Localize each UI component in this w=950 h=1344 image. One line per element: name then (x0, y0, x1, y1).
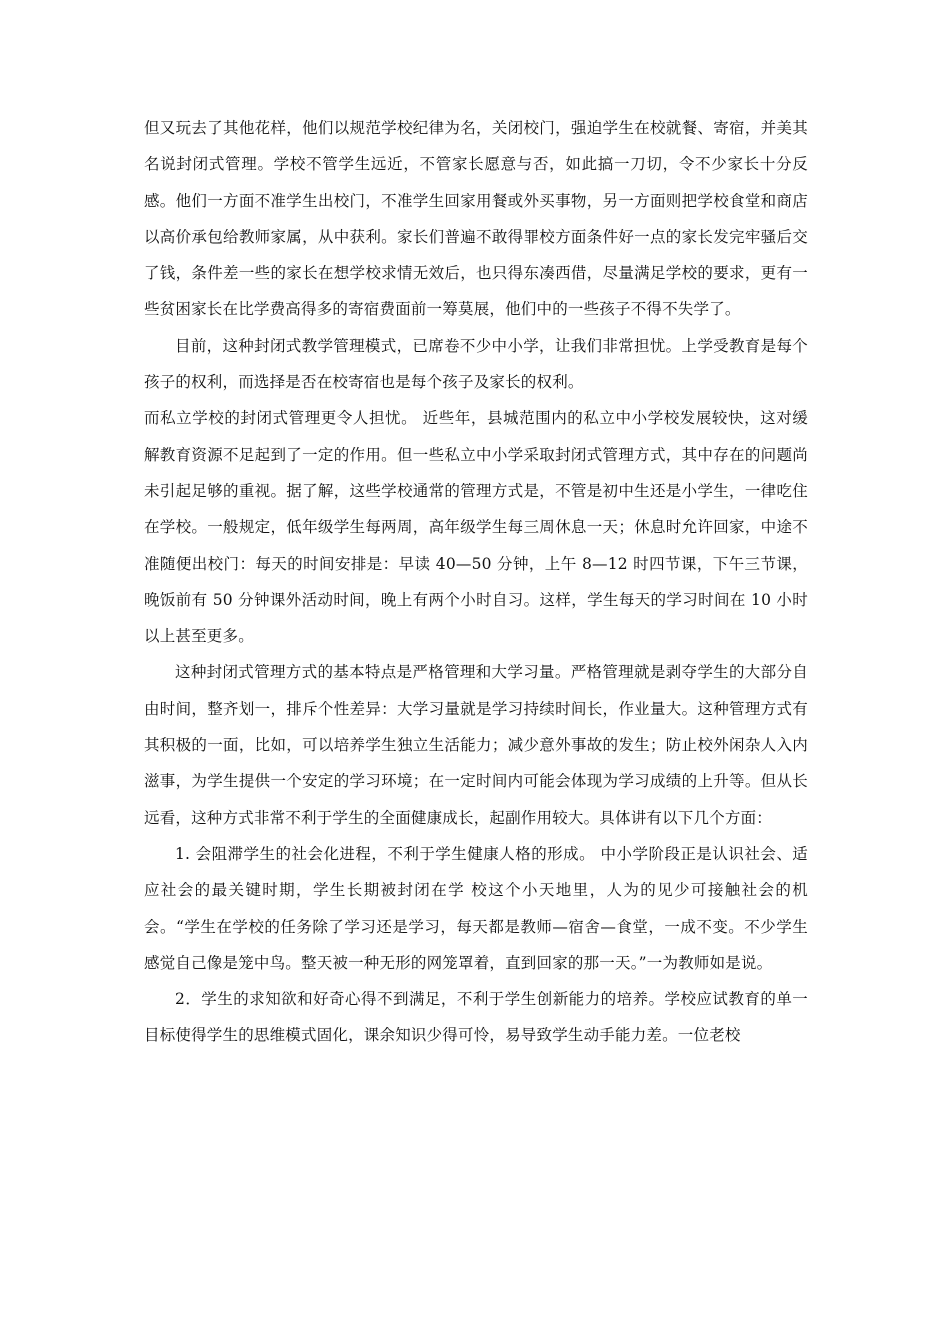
paragraph-current-concern: 目前，这种封闭式教学管理模式，已席卷不少中小学，让我们非常担忧。上学受教育是每个孩子的权利，而选择是否在校寄宿也是每个孩子及家长的权利。 (144, 336, 808, 392)
paragraph-private-schools: 而私立学校的封闭式管理更令人担忧。 近些年，县城范围内的私立中小学校发展较快，这对缓解教育资源不足起到了一定的作用。但一些私立中小学采取封闭式管理方式，其中存在的问题尚未引起足够的重视。据了解，这些学校通常的管理方式是，不管是初中生还是小学生，一律吃住在学校。一般规定，低年级学生每两周，高年级学生每三周休息一天；休息时允许回家，中途不准随便出校门：每天的时间安排是：早读 40—50 分钟，上午 8—12 时四节课，下午三节课，晚饭前有 50 分钟课外活动时间，晚上有两个小时自习。这样，学生每天的学习时间在 10 小时以上甚至更多。 (144, 409, 808, 646)
paragraph-closed-management-abuses: 但又玩去了其他花样，他们以规范学校纪律为名，关闭校门，强迫学生在校就餐、寄宿，并美其名说封闭式管理。学校不管学生远近，不管家长愿意与否，如此搞一刀切，令不少家长十分反感。他们一方面不准学生出校门，不准学生回家用餐或外买事物，另一方面则把学校食堂和商店以高价承包给教师家属，从中获利。家长们普遍不敢得罪校方面条件好一点的家长发完牢骚后交了钱，条件差一些的家长在想学校求情无效后，也只得东凑西借，尽量满足学校的要求，更有一些贫困家长在比学费高得多的寄宿费面前一筹莫展，他们中的一些孩子不得不失学了。 (144, 119, 808, 319)
paragraph-basic-features: 这种封闭式管理方式的基本特点是严格管理和大学习量。严格管理就是剥夺学生的大部分自由时间，整齐划一，排斥个性差异：大学习量就是学习持续时间长，作业量大。这种管理方式有其积极的一面，比如，可以培养学生独立生活能力；减少意外事故的发生；防止校外闲杂人入内滋事，为学生提供一个安定的学习环境；在一定时间内可能会体现为学习成绩的上升等。但从长远看，这种方式非常不利于学生的全面健康成长，起副作用较大。具体讲有以下几个方面： (144, 663, 808, 827)
paragraph-point-one: 1. 会阻滞学生的社会化进程，不利于学生健康人格的形成。 中小学阶段正是认识社会、适应社会的最关键时期，学生长期被封闭在学 校这个小天地里，人为的见少可接触社会的机会。“学生在学校的任务除了学习还是学习，每天都是教师—宿舍—食堂，一成不变。不少学生感觉自己像是笼中鸟。整天被一种无形的网笼罩着，直到回家的那一天。”一为教师如是说。 (144, 844, 808, 972)
document-page (144, 110, 808, 1054)
paragraph-point-two: 2．学生的求知欲和好奇心得不到满足，不利于学生创新能力的培养。学校应试教育的单一目标使得学生的思维模式固化，课余知识少得可怜，易导致学生动手能力差。一位老校 (144, 990, 808, 1045)
